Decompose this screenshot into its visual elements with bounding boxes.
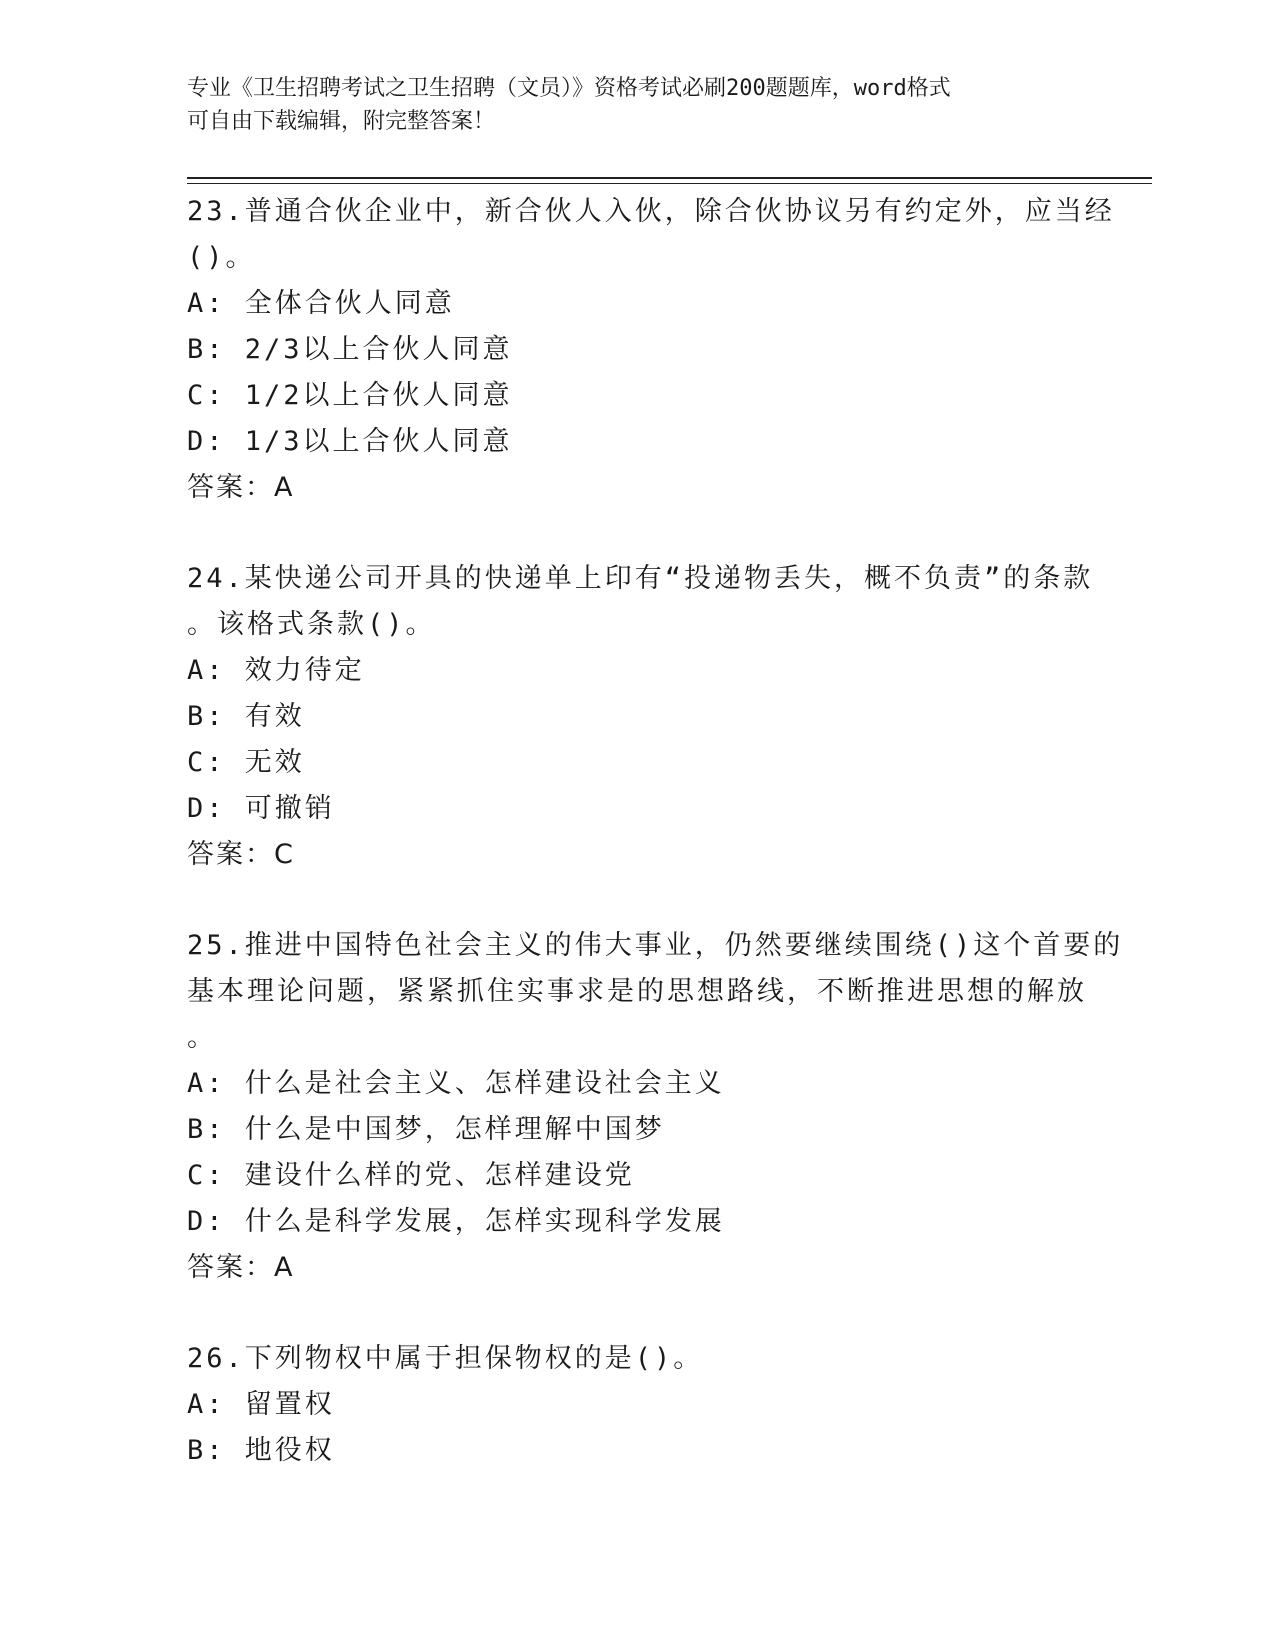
answer-label: 答案：A — [187, 472, 295, 503]
question-25 — [187, 923, 1124, 1291]
question-stem-line: 基本理论问题，紧紧抓住实事求是的思想路线，不断推进思想的解放 — [187, 976, 1087, 1007]
question-stem-line: ()。 — [187, 242, 256, 273]
question-list — [187, 189, 1124, 1474]
document-header — [187, 72, 1067, 138]
option-b: B: 地役权 — [187, 1435, 335, 1466]
header-divider-thin — [187, 183, 1152, 184]
question-stem-line: 25.推进中国特色社会主义的伟大事业，仍然要继续围绕()这个首要的 — [187, 930, 1124, 961]
option-d: D: 可撤销 — [187, 793, 335, 824]
option-a: A: 效力待定 — [187, 655, 365, 686]
question-stem-line: 23.普通合伙企业中，新合伙人入伙，除合伙协议另有约定外，应当经 — [187, 196, 1115, 227]
question-stem-line: 24.某快递公司开具的快递单上印有“投递物丢失，概不负责”的条款 — [187, 563, 1094, 594]
header-divider-thick — [187, 177, 1152, 179]
option-a: A: 留置权 — [187, 1389, 335, 1420]
option-c: C: 无效 — [187, 747, 305, 778]
question-24 — [187, 556, 1094, 878]
option-a: A: 全体合伙人同意 — [187, 288, 455, 319]
question-stem-line: 26.下列物权中属于担保物权的是()。 — [187, 1343, 704, 1374]
option-d: D: 什么是科学发展，怎样实现科学发展 — [187, 1206, 725, 1237]
option-b: B: 有效 — [187, 701, 305, 732]
option-c: C: 建设什么样的党、怎样建设党 — [187, 1160, 635, 1191]
question-stem-line: 。 — [187, 1022, 217, 1053]
option-b: B: 2/3以上合伙人同意 — [187, 334, 513, 365]
option-c: C: 1/2以上合伙人同意 — [187, 380, 513, 411]
question-stem-line: 。该格式条款()。 — [187, 609, 436, 640]
header-line-2: 可自由下载编辑，附完整答案！ — [187, 109, 496, 134]
option-d: D: 1/3以上合伙人同意 — [187, 426, 513, 457]
answer-label: 答案：C — [187, 839, 295, 870]
header-line-1: 专业《卫生招聘考试之卫生招聘（文员）》资格考试必刷200题题库，word格式 — [187, 76, 951, 101]
question-26 — [187, 1336, 1087, 1474]
question-23 — [187, 189, 1115, 511]
option-b: B: 什么是中国梦，怎样理解中国梦 — [187, 1114, 665, 1145]
answer-label: 答案：A — [187, 1252, 295, 1283]
option-a: A: 什么是社会主义、怎样建设社会主义 — [187, 1068, 725, 1099]
